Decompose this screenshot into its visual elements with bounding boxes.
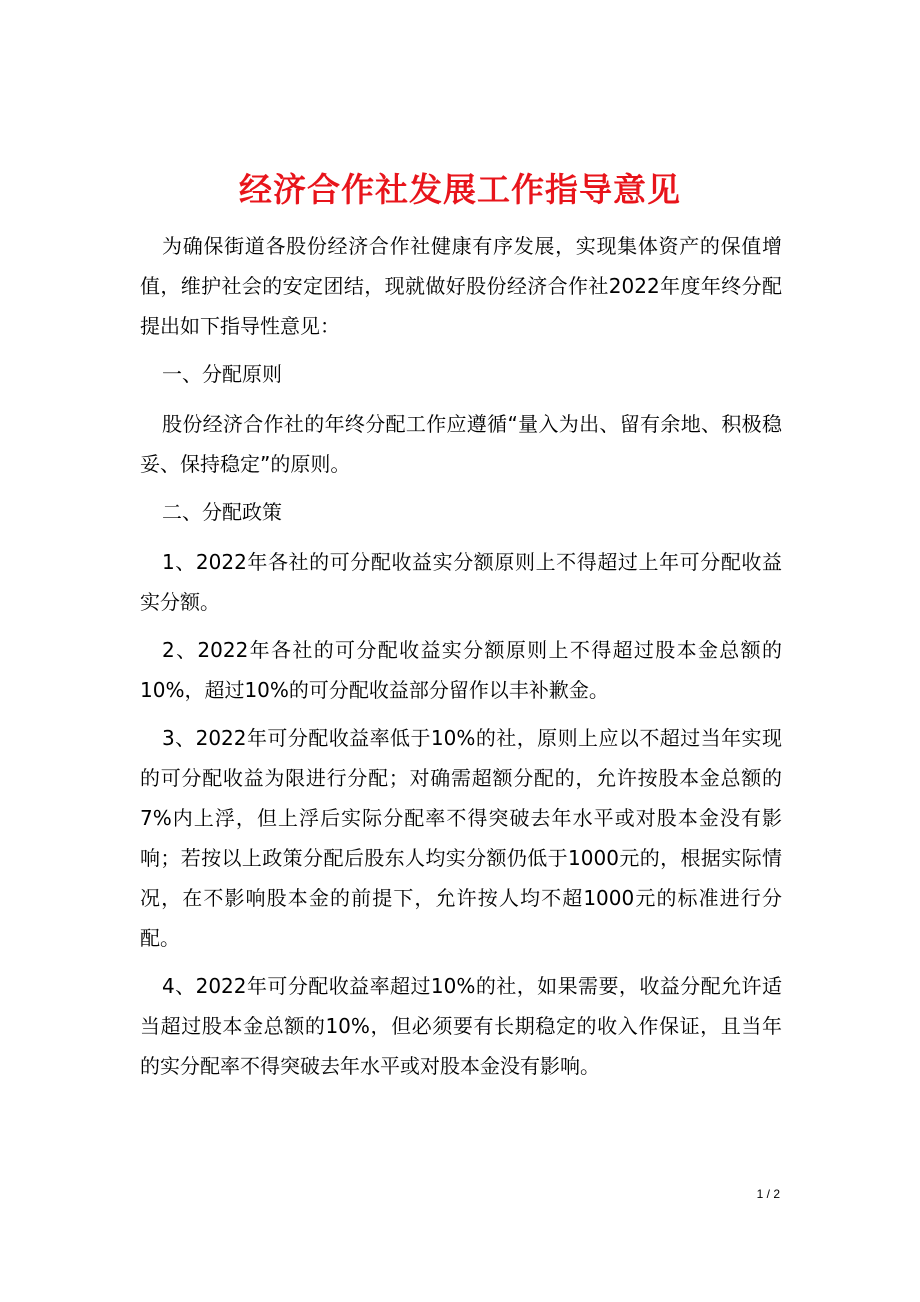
section-heading-policy: 二、分配政策 [162, 500, 282, 524]
policy-item-4: 4、2022年可分配收益率超过10%的社，如果需要，收益分配允许适当超过股本金总额的10%，但必须要有长期稳定的收入作保证，且当年的实分配率不得突破去年水平或对股本金没有影响。 [140, 974, 782, 1078]
document-body [140, 226, 782, 1094]
page-number: 1 / 2 [756, 1187, 780, 1201]
paragraph-intro: 为确保街道各股份经济合作社健康有序发展，实现集体资产的保值增值，维护社会的安定团结，现就做好股份经济合作社2022年度年终分配提出如下指导性意见： [140, 234, 782, 338]
section-heading-principle: 一、分配原则 [162, 362, 282, 386]
paragraph-principle: 股份经济合作社的年终分配工作应遵循“量入为出、留有余地、积极稳妥、保持稳定”的原则。 [140, 412, 782, 476]
policy-item-3: 3、2022年可分配收益率低于10%的社，原则上应以不超过当年实现的可分配收益为限进行分配；对确需超额分配的，允许按股本金总额的7%内上浮，但上浮后实际分配率不得突破去年水平或对股本金没有影响；若按以上政策分配后股东人均实分额仍低于1000元的，根据实际情况，在不影响股本金的前提下，允许按人均不超1000元的标准进行分配。 [140, 726, 782, 950]
document-title: 经济合作社发展工作指导意见 [239, 170, 681, 210]
policy-item-1: 1、2022年各社的可分配收益实分额原则上不得超过上年可分配收益实分额。 [140, 550, 782, 614]
policy-item-2: 2、2022年各社的可分配收益实分额原则上不得超过股本金总额的10%，超过10%的可分配收益部分留作以丰补歉金。 [140, 638, 782, 702]
